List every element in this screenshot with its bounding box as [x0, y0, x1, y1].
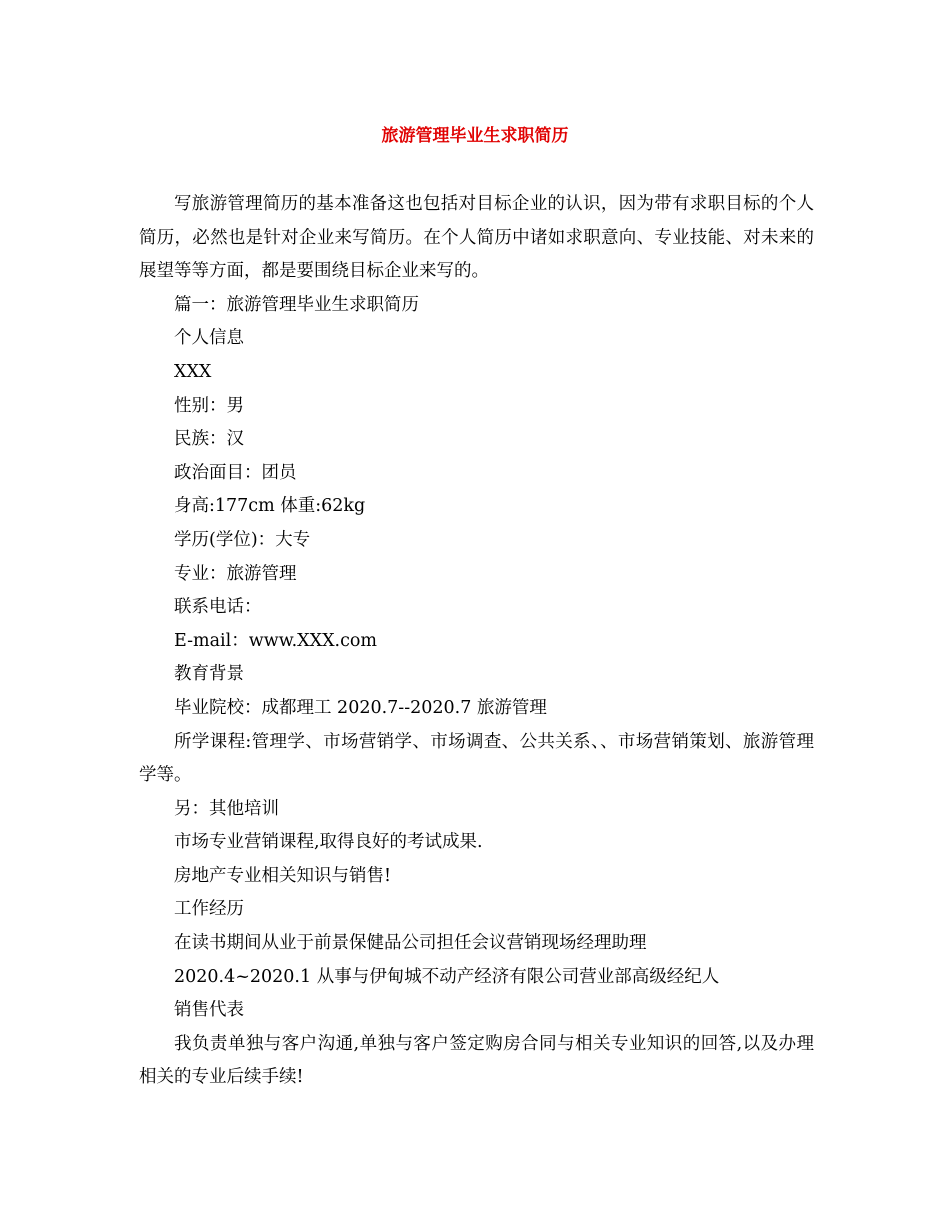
section-heading-education: 教育背景 [174, 664, 244, 685]
info-gender: 性别：男 [174, 395, 244, 416]
info-height-weight: 身高:177cm 体重:62kg [174, 496, 366, 517]
info-political-status: 政治面目：团员 [174, 462, 297, 483]
intro-paragraph: 写旅游管理简历的基本准备这也包括对目标企业的认识，因为带有求职目标的个人简历，必然也是针对企业来写简历。在个人简历中诸如求职意向、专业技能、对未来的展望等等方面，都是要围绕目标企业来写的。 [139, 194, 814, 282]
work-item-agent: 2020.4~2020.1 从事与伊甸城不动产经济有限公司营业部高级经纪人 [174, 966, 720, 987]
info-email: E-mail：www.XXX.com [174, 630, 378, 651]
section-heading-personal-info: 个人信息 [174, 328, 244, 349]
section-heading-other-training: 另：其他培训 [174, 798, 279, 819]
document-title: 旅游管理毕业生求职简历 [381, 126, 569, 146]
section-heading-work-experience: 工作经历 [174, 899, 244, 920]
info-phone: 联系电话： [174, 597, 262, 618]
education-school: 毕业院校：成都理工 2020.7--2020.7 旅游管理 [174, 697, 547, 718]
info-major: 专业：旅游管理 [174, 563, 297, 584]
training-item-real-estate: 房地产专业相关知识与销售! [174, 865, 392, 886]
work-item-sales-rep: 销售代表 [174, 1000, 244, 1021]
info-name: XXX [174, 361, 212, 382]
section-heading-part-one: 篇一：旅游管理毕业生求职简历 [174, 294, 419, 315]
document-body [139, 188, 814, 1095]
info-education-degree: 学历(学位)：大专 [174, 529, 311, 550]
training-item-marketing: 市场专业营销课程,取得良好的考试成果. [174, 832, 483, 853]
education-courses: 所学课程:管理学、市场营销学、市场调查、公共关系、、市场营销策划、旅游管理学等。 [139, 731, 814, 786]
info-ethnicity: 民族：汉 [174, 429, 244, 450]
work-item-assistant: 在读书期间从业于前景保健品公司担任会议营销现场经理助理 [174, 933, 647, 954]
work-responsibilities: 我负责单独与客户沟通,单独与客户签定购房合同与相关专业知识的回答,以及办理相关的专业后续手续! [139, 1033, 814, 1088]
